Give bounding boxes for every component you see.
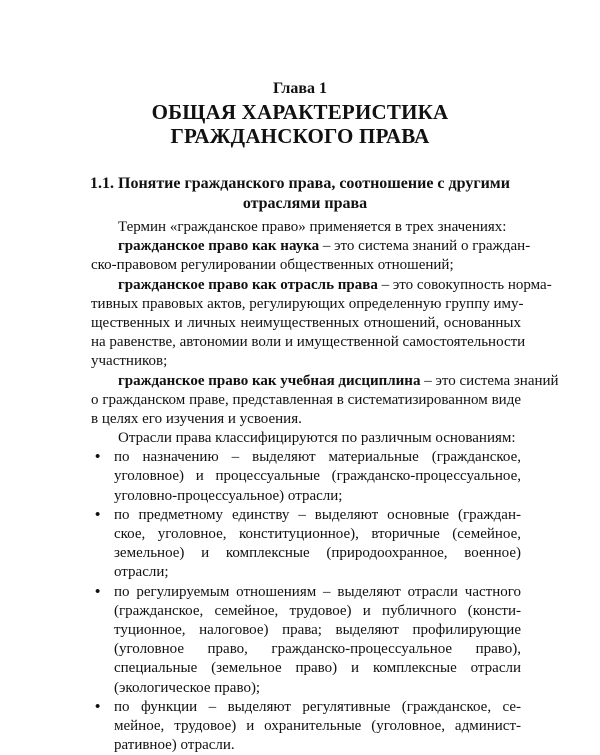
definition-line: тивных правовых актов, регулирующих определенную группу иму-: [91, 295, 524, 312]
chapter-title-line: ОБЩАЯ ХАРАКТЕРИСТИКА: [151, 100, 449, 124]
list-item: [91, 698, 521, 717]
definition-text: – это совокупность норма-: [377, 276, 552, 293]
list-item-text: по регулируемым отношениям – выделяют отрасли частного: [114, 583, 521, 600]
section-title-line: отраслями права: [242, 195, 368, 212]
bullet-icon: •: [95, 449, 101, 466]
definition-paragraph: [91, 372, 559, 391]
list-item: [91, 583, 521, 602]
definition-line: в целях его изучения и усвоения.: [91, 410, 302, 427]
definition-line: щественных и личных неимущественных отношений, основанных: [91, 314, 521, 331]
bullet-icon: •: [95, 583, 101, 600]
definition-line: о гражданском праве, представленная в систематизированном виде: [91, 391, 521, 408]
definition-text: – это система знаний о граждан-: [319, 238, 531, 255]
definition-line: на равенстве, автономии воли и имущественной самостоятельности: [91, 334, 526, 351]
list-item-line: уголовно-процессуальное) отрасли;: [114, 487, 343, 504]
list-item-line: ративное) отрасли.: [114, 737, 235, 754]
list-item-line: специальные (земельное право) и комплексные отрасли: [114, 660, 521, 677]
definition-paragraph: [91, 276, 552, 295]
list-item-text: по предметному единству – выделяют основные (граждан-: [114, 506, 521, 523]
list-item-line: (уголовное право, гражданско-процессуальное право),: [114, 641, 521, 658]
section-title-line: 1.1. Понятие гражданского права, соотношение с другими: [90, 175, 510, 192]
list-item-line: мейное, трудовое) и охранительные (уголовное, админист-: [114, 717, 521, 734]
list-item-line: отрасли;: [114, 564, 169, 581]
list-item-line: (гражданское, семейное, трудовое) и публичного (консти-: [114, 602, 521, 619]
classification-intro: Отрасли права классифицируются по различным основаниям:: [118, 430, 516, 447]
definition-paragraph: [91, 237, 531, 256]
section-title: [90, 174, 520, 214]
list-item: [91, 448, 521, 467]
definition-term: гражданское право как учебная дисциплина: [118, 372, 421, 389]
bullet-icon: •: [95, 698, 101, 715]
chapter-title: [0, 100, 600, 148]
list-item-line: земельное) и комплексные (природоохранное, военное): [114, 545, 521, 562]
list-item-line: туционное, налоговое) права; выделяют профилирующие: [114, 621, 521, 638]
chapter-title-line: ГРАЖДАНСКОГО ПРАВА: [170, 124, 430, 148]
list-item-text: по назначению – выделяют материальные (гражданское,: [114, 449, 521, 466]
list-item-line: (экологическое право);: [114, 679, 261, 696]
definition-term: гражданское право как наука: [118, 238, 320, 255]
bullet-icon: •: [95, 506, 101, 523]
chapter-label: Глава 1: [273, 80, 327, 97]
intro-paragraph: Термин «гражданское право» применяется в трех значениях:: [118, 219, 507, 235]
list-item-line: уголовное) и процессуальные (гражданско-процессуальное,: [114, 468, 521, 485]
list-item-line: ское, уголовное, конституционное), вторичные (семейное,: [114, 526, 521, 542]
list-item-text: по функции – выделяют регулятивные (гражданское, се-: [114, 698, 521, 715]
list-item: [91, 506, 521, 525]
definition-term: гражданское право как отрасль права: [118, 276, 378, 293]
definition-line: ско-правовом регулировании общественных отношений;: [91, 257, 454, 274]
body-text: [91, 218, 559, 755]
definition-line: участников;: [91, 353, 168, 370]
definition-text: – это система знаний: [420, 372, 559, 389]
